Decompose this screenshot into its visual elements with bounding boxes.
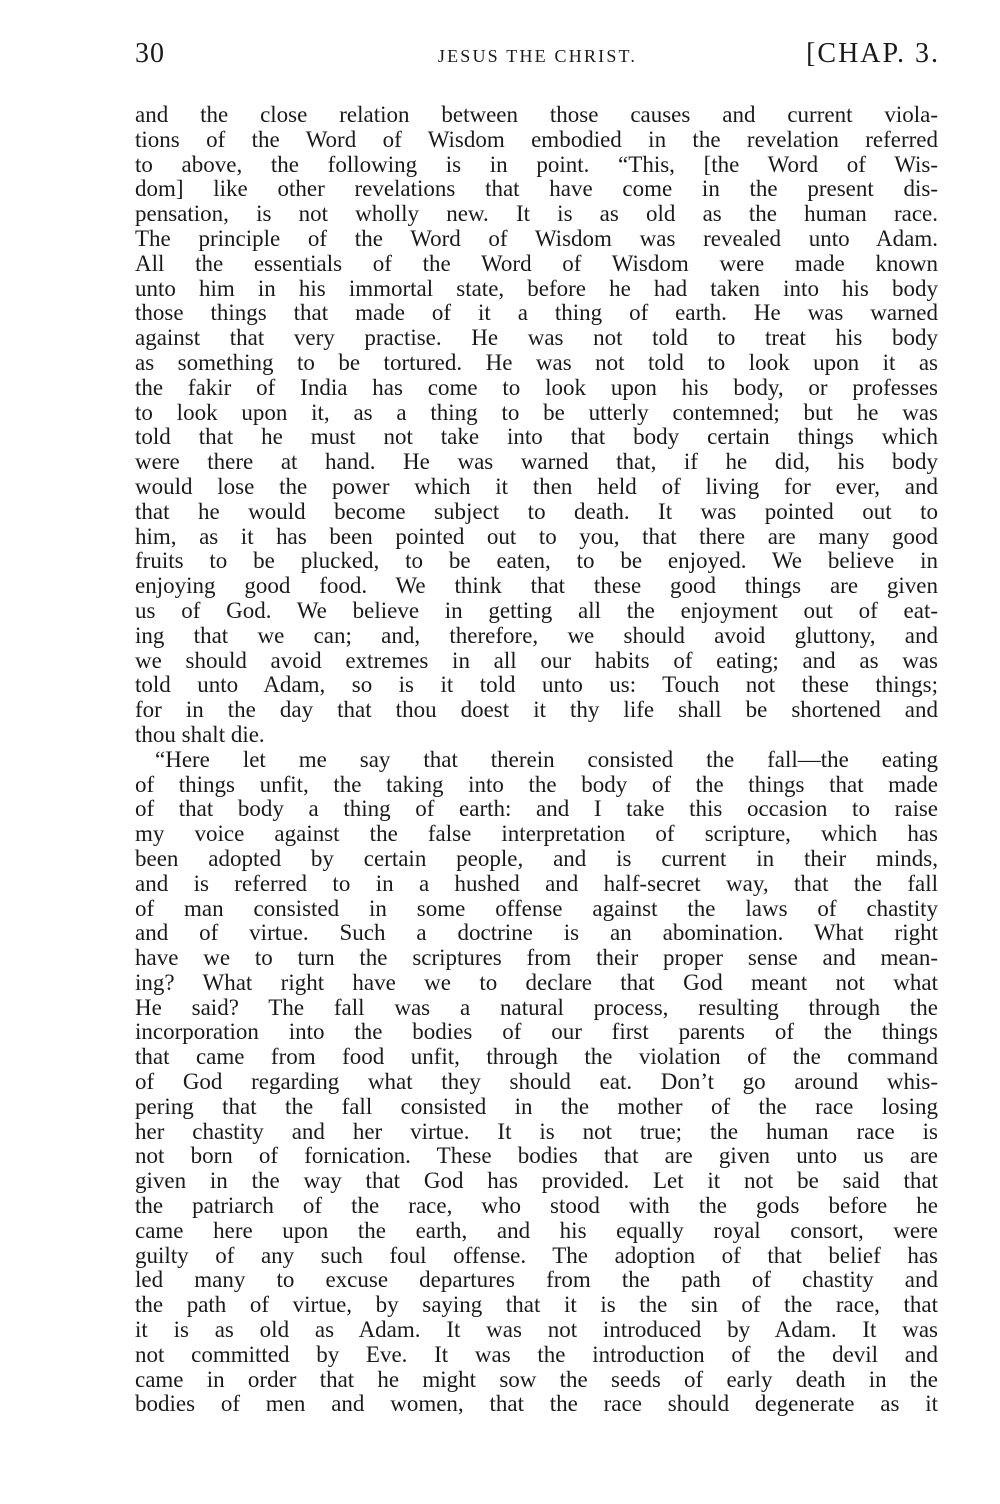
text-line: tions of the Word of Wisdom embodied in the revelation referred <box>135 126 938 152</box>
text-line: told that he must not take into that body certain things which <box>135 424 938 450</box>
text-line: not born of fornication. These bodies that are given unto us are <box>135 1143 938 1169</box>
text-line: told unto Adam, so is it told unto us: Touch not these things; <box>135 672 938 698</box>
text-line: of that body a thing of earth: and I take this occasion to raise <box>135 796 938 822</box>
text-line: and of virtue. Such a doctrine is an abomination. What right <box>135 920 938 946</box>
text-line: not committed by Eve. It was the introduction of the devil and <box>135 1341 938 1367</box>
text-line: ing that we can; and, therefore, we should avoid gluttony, and <box>135 622 938 648</box>
text-line: the path of virtue, by saying that it is the sin of the race, that <box>135 1292 938 1318</box>
text-line: ing? What right have we to declare that God meant not what <box>135 969 938 995</box>
text-line: that he would become subject to death. It was pointed out to <box>135 498 938 524</box>
text-line: unto him in his immortal state, before he had taken into his body <box>135 275 938 301</box>
text-line: those things that made of it a thing of earth. He was warned <box>135 300 938 326</box>
text-line: dom] like other revelations that have come in the present dis- <box>135 176 938 202</box>
text-line: for in the day that thou doest it thy life shall be shortened and <box>135 697 938 723</box>
text-line: been adopted by certain people, and is current in their minds, <box>135 845 938 871</box>
text-line: All the essentials of the Word of Wisdom were made known <box>135 250 938 276</box>
text-line: us of God. We believe in getting all the enjoyment out of eat- <box>135 597 938 623</box>
text-line: came here upon the earth, and his equally royal consort, were <box>135 1217 938 1243</box>
text-line: enjoying good food. We think that these good things are given <box>135 573 938 599</box>
text-line: and is referred to in a hushed and half-secret way, that the fall <box>135 870 938 896</box>
text-line: her chastity and her virtue. It is not true; the human race is <box>135 1118 938 1144</box>
text-line: the patriarch of the race, who stood with the gods before he <box>135 1193 938 1219</box>
text-line: thou shalt die. <box>135 721 265 747</box>
text-line: He said? The fall was a natural process, resulting through the <box>135 994 938 1020</box>
text-line: of man consisted in some offense against the laws of chastity <box>135 895 938 921</box>
text-line: incorporation into the bodies of our first parents of the things <box>135 1019 938 1045</box>
text-line: would lose the power which it then held of living for ever, and <box>135 473 938 499</box>
chapter-reference: [CHAP. 3. <box>806 38 940 69</box>
text-line: that came from food unfit, through the violation of the command <box>135 1044 938 1070</box>
text-line: it is as old as Adam. It was not introduced by Adam. It was <box>135 1317 938 1343</box>
text-line: to above, the following is in point. “This, [the Word of Wis- <box>135 151 938 177</box>
text-line: my voice against the false interpretation of scripture, which has <box>135 821 938 847</box>
text-line: we should avoid extremes in all our habits of eating; and as was <box>135 647 938 673</box>
text-line: “Here let me say that therein consisted the fall—the eating <box>155 746 938 772</box>
text-line: were there at hand. He was warned that, if he did, his body <box>135 449 938 475</box>
running-title: JESUS THE CHRIST. <box>437 46 638 66</box>
page-header <box>135 38 940 78</box>
text-line: the fakir of India has come to look upon his body, or professes <box>135 374 938 400</box>
text-line: The principle of the Word of Wisdom was revealed unto Adam. <box>135 225 938 251</box>
text-line: and the close relation between those causes and current viola- <box>135 102 938 127</box>
body-text <box>135 103 938 1417</box>
text-line: to look upon it, as a thing to be utterly contemned; but he was <box>135 399 938 425</box>
text-line: against that very practise. He was not told to treat his body <box>135 325 938 351</box>
text-line: guilty of any such foul offense. The adoption of that belief has <box>135 1242 938 1268</box>
text-line: as something to be tortured. He was not told to look upon it as <box>135 349 938 375</box>
text-line: bodies of men and women, that the race should degenerate as it <box>135 1391 938 1417</box>
text-line: pering that the fall consisted in the mother of the race losing <box>135 1093 938 1119</box>
text-line: have we to turn the scriptures from their proper sense and mean- <box>135 945 938 971</box>
text-line: fruits to be plucked, to be eaten, to be enjoyed. We believe in <box>135 548 938 574</box>
page-number: 30 <box>135 38 165 69</box>
text-line: pensation, is not wholly new. It is as old as the human race. <box>135 201 938 227</box>
text-line: came in order that he might sow the seeds of early death in the <box>135 1366 938 1392</box>
text-line: led many to excuse departures from the path of chastity and <box>135 1267 938 1293</box>
text-line: of God regarding what they should eat. Don’t go around whis- <box>135 1069 938 1095</box>
text-line: him, as it has been pointed out to you, that there are many good <box>135 523 938 549</box>
text-line: of things unfit, the taking into the body of the things that made <box>135 771 938 797</box>
text-line: given in the way that God has provided. Let it not be said that <box>135 1168 938 1194</box>
